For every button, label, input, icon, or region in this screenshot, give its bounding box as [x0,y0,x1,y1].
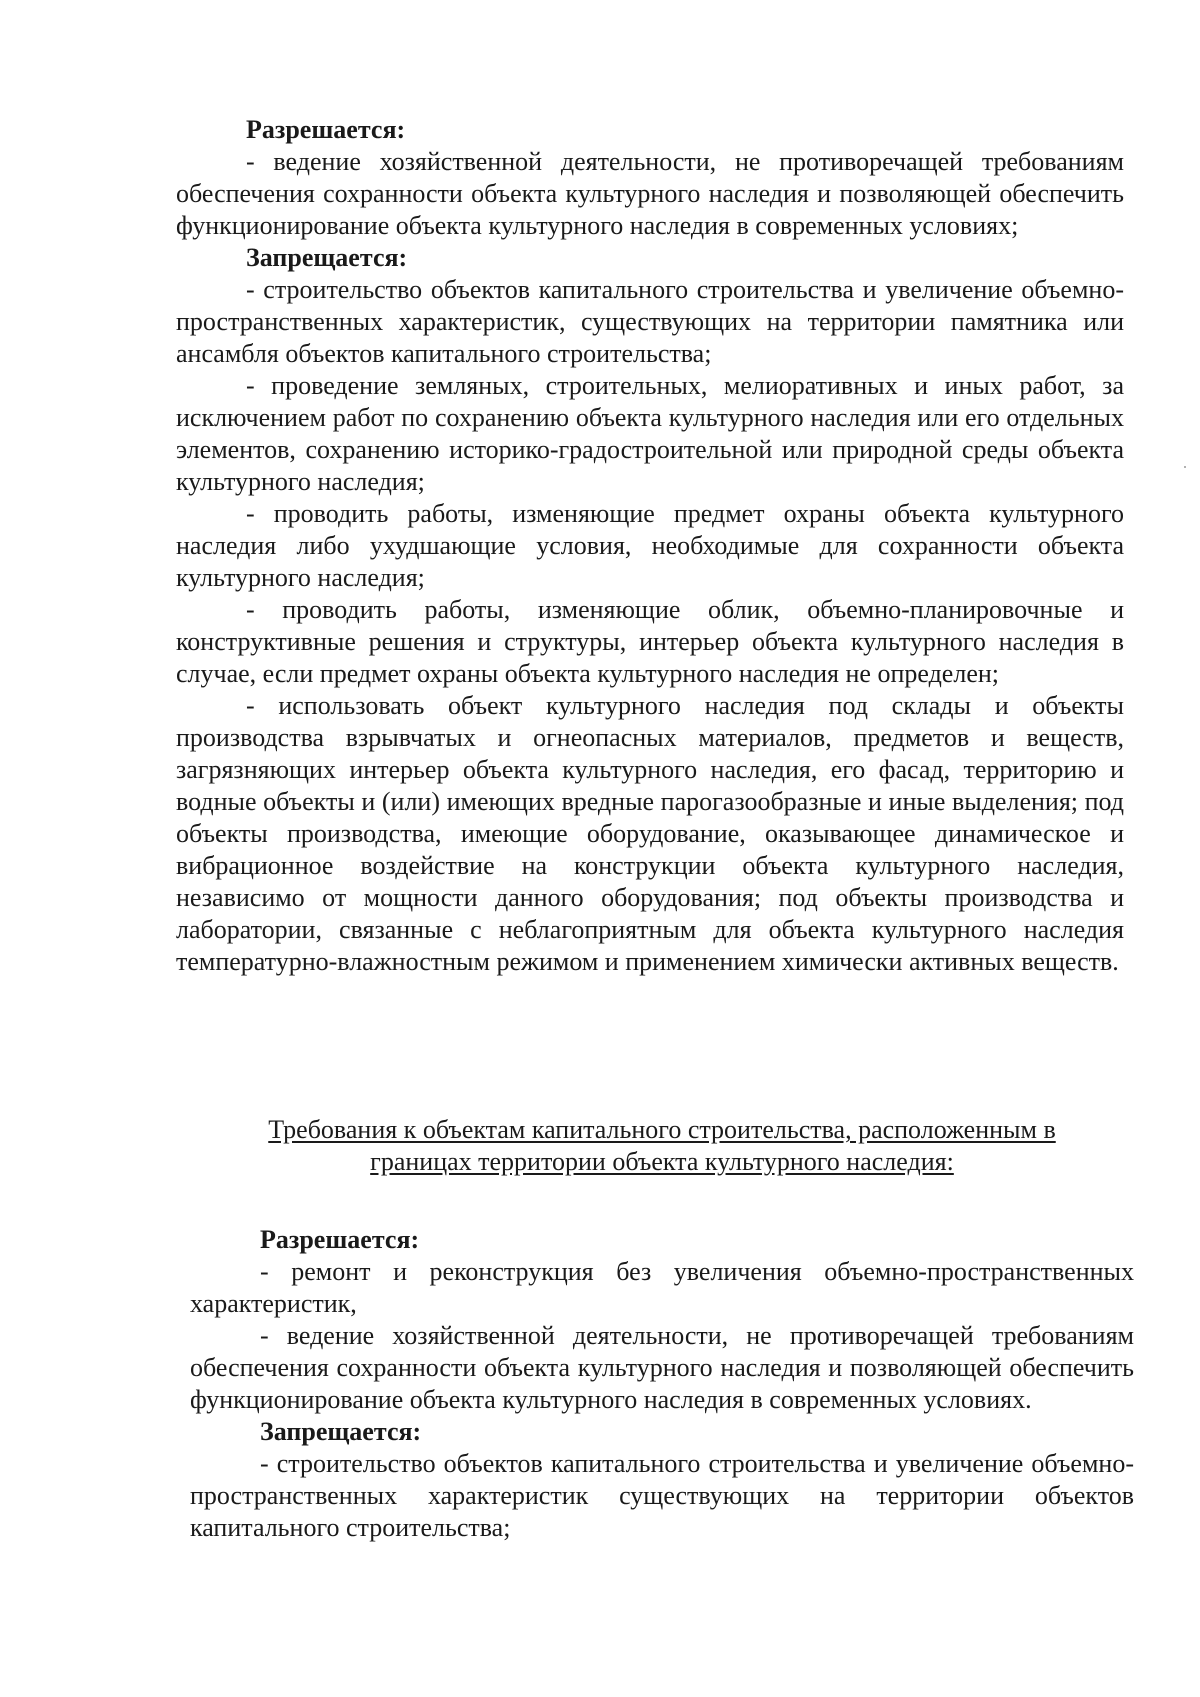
prohibited-heading: Запрещается: [246,243,408,272]
allowed-item: - ремонт и реконструкция без увеличения объемно-пространственных характеристик, [190,1257,1134,1318]
section-2-title-line: Требования к объектам капитального строительства, расположенным в [268,1115,1056,1144]
prohibited-item: - строительство объектов капитального строительства и увеличение объемно-пространственных характеристик, существующих на территории памятника или ансамбля объектов капитального строительства; [176,275,1124,368]
prohibited-item: - использовать объект культурного наследия под склады и объекты производства взрывчатых и огнеопасных материалов, предметов и веществ, загрязняющих интерьер объекта культурного наследия, его фасад, территорию и водные объекты и (или) имеющих вредные парогазообразные и иные выделения; под объекты производства, имеющие оборудование, оказывающее динамическое и вибрационное воздействие на конструкции объекта культурного наследия, независимо от мощности данного оборудования; под объекты производства и лаборатории, связанные с неблагоприятным для объекта культурного наследия температурно-влажностным режимом и применением химически активных веществ. [176,691,1124,976]
allowed-item: - ведение хозяйственной деятельности, не противоречащей требованиям обеспечения сохранности объекта культурного наследия и позволяющей обеспечить функционирование объекта культурного наследия в современных условиях. [190,1321,1134,1414]
prohibited-item: - проведение земляных, строительных, мелиоративных и иных работ, за исключением работ по сохранению объекта культурного наследия или его отдельных элементов, сохранению историко-градостроительной или природной среды объекта культурного наследия; [176,371,1124,496]
scan-speck [1184,466,1186,468]
prohibited-heading: Запрещается: [260,1417,422,1446]
prohibited-item: - строительство объектов капитального строительства и увеличение объемно-пространственных характеристик существующих на территории объектов капитального строительства; [190,1449,1134,1542]
section-2-title-line: границах территории объекта культурного наследия: [370,1147,954,1176]
prohibited-item: - проводить работы, изменяющие облик, объемно-планировочные и конструктивные решения и структуры, интерьер объекта культурного наследия в случае, если предмет охраны объекта культурного наследия не определен; [176,595,1124,688]
allowed-item: - ведение хозяйственной деятельности, не противоречащей требованиям обеспечения сохранности объекта культурного наследия и позволяющей обеспечить функционирование объекта культурного наследия в современных условиях; [176,147,1124,240]
allowed-heading: Разрешается: [246,115,406,144]
prohibited-item: - проводить работы, изменяющие предмет охраны объекта культурного наследия либо ухудшающие условия, необходимые для сохранности объекта культурного наследия; [176,499,1124,592]
section-2-body [190,1224,1134,1544]
allowed-heading: Разрешается: [260,1225,420,1254]
section-1-body [176,114,1124,978]
section-2-title [190,1114,1134,1178]
